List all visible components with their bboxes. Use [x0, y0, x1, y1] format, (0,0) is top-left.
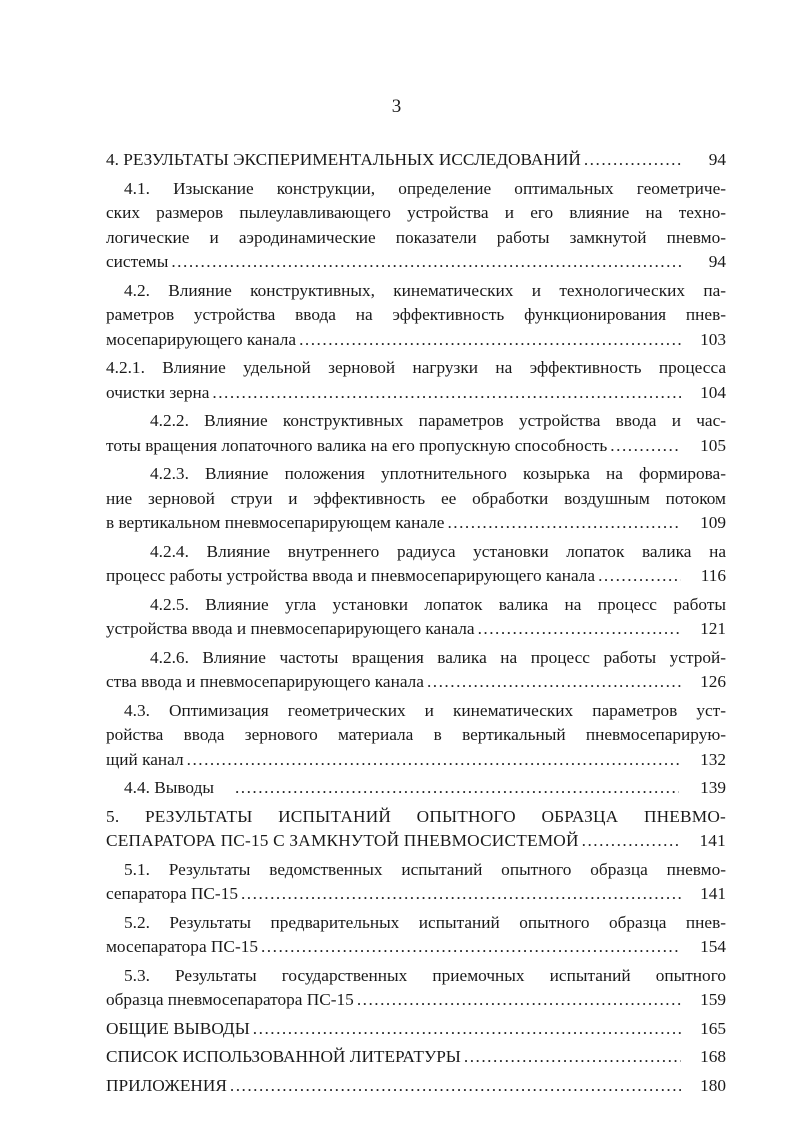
- leader-dots: [427, 670, 681, 695]
- toc-page-number: 126: [700, 672, 726, 691]
- toc-page-number: 180: [700, 1075, 726, 1095]
- toc-entry-references[interactable]: [106, 1045, 726, 1070]
- toc-entry-4-2-3[interactable]: [106, 462, 726, 536]
- toc-entry-line: ских размеров пылеулавливающего устройства и его влияние на техно-: [106, 203, 726, 222]
- toc-page-number: 154: [700, 937, 726, 956]
- toc-page-number: 165: [700, 1018, 726, 1038]
- toc-entry-conclusions[interactable]: [106, 1017, 726, 1042]
- toc-entry-line: 4.2. Влияние конструктивных, кинематических и технологических па-: [124, 280, 726, 300]
- toc-page-number: 105: [700, 435, 726, 455]
- leader-dots: [464, 1045, 681, 1070]
- toc-entry-title: мосепарирующего канала: [106, 329, 297, 349]
- toc-entry-appendices[interactable]: [106, 1074, 726, 1099]
- leader-dots: [217, 776, 679, 801]
- toc-entry-title: системы: [106, 252, 169, 271]
- leader-dots: [253, 1017, 681, 1042]
- toc-entry-title: 4.4. Выводы: [124, 778, 214, 797]
- toc-entry-title: в вертикальном пневмосепарирующем канале: [106, 513, 445, 532]
- leader-dots: [241, 882, 681, 907]
- toc-entry-title: ства ввода и пневмосепарирующего канала: [106, 672, 424, 691]
- toc-entry-line: 4.2.1. Влияние удельной зерновой нагрузки на эффективность процесса: [106, 358, 726, 377]
- toc-entry-title: СЕПАРАТОРА ПС-15 С ЗАМКНУТОЙ ПНЕВМОСИСТЕМОЙ: [106, 831, 579, 850]
- toc-page-number: 104: [700, 382, 726, 402]
- leader-dots: [447, 511, 681, 536]
- toc-entry-title: щий канал: [106, 749, 184, 769]
- toc-entry-line: 4.2.3. Влияние положения уплотнительного козырька на формирова-: [150, 464, 726, 483]
- leader-dots: [230, 1074, 681, 1099]
- toc-entry-title: образца пневмосепаратора ПС-15: [106, 990, 354, 1009]
- leader-dots: [357, 988, 681, 1013]
- toc-entry-4-2-2[interactable]: [106, 409, 726, 458]
- toc-page-number: 116: [700, 566, 726, 585]
- toc-entry-line: раметров устройства ввода на эффективность функционирования пнев-: [106, 305, 726, 324]
- toc-page-number: 94: [708, 252, 726, 271]
- toc-page-number: 94: [708, 150, 726, 169]
- toc-entry-4-2-5[interactable]: [106, 593, 726, 642]
- toc-entry-title: 4. РЕЗУЛЬТАТЫ ЭКСПЕРИМЕНТАЛЬНЫХ ИССЛЕДОВАНИЙ: [106, 150, 581, 169]
- toc-entry-title: ПРИЛОЖЕНИЯ: [106, 1075, 227, 1095]
- toc-entry-line: 4.2.2. Влияние конструктивных параметров устройства ввода и час-: [150, 411, 726, 430]
- toc-entry-line: логические и аэродинамические показатели работы замкнутой пневмо-: [106, 227, 726, 247]
- toc-entry-line: 4.2.6. Влияние частоты вращения валика на процесс работы устрой-: [150, 647, 726, 667]
- toc-page-number: 132: [700, 749, 726, 769]
- toc-entry-4[interactable]: [106, 148, 726, 173]
- toc-entry-line: 5. РЕЗУЛЬТАТЫ ИСПЫТАНИЙ ОПЫТНОГО ОБРАЗЦА ПНЕВМО-: [106, 806, 726, 826]
- toc-entry-line: 4.2.4. Влияние внутреннего радиуса установки лопаток валика на: [150, 541, 726, 561]
- toc-entry-line: 5.3. Результаты государственных приемочных испытаний опытного: [124, 965, 726, 985]
- page-number: 3: [391, 96, 402, 117]
- toc-entry-title: очистки зерна: [106, 382, 210, 402]
- leader-dots: [610, 434, 681, 459]
- toc-entry-title: ОБЩИЕ ВЫВОДЫ: [106, 1018, 250, 1038]
- toc-page-number: 109: [700, 513, 726, 532]
- leader-dots: [582, 829, 681, 854]
- toc-entry-4-4[interactable]: [106, 776, 726, 801]
- toc-entry-4-2-4[interactable]: [106, 540, 726, 589]
- table-of-contents: [106, 148, 726, 1102]
- leader-dots: [584, 148, 681, 173]
- toc-entry-line: ние зерновой струи и эффективность ее обработки воздушным потоком: [106, 488, 726, 508]
- toc-entry-5[interactable]: [106, 805, 726, 854]
- leader-dots: [299, 328, 681, 353]
- toc-entry-5-2[interactable]: [106, 911, 726, 960]
- toc-page-number: 168: [700, 1047, 726, 1066]
- toc-entry-title: СПИСОК ИСПОЛЬЗОВАННОЙ ЛИТЕРАТУРЫ: [106, 1047, 461, 1066]
- leader-dots: [171, 250, 681, 275]
- toc-entry-title: процесс работы устройства ввода и пневмосепарирующего канала: [106, 566, 596, 585]
- toc-entry-title: сепаратора ПС-15: [106, 884, 238, 903]
- leader-dots: [212, 381, 681, 406]
- toc-page-number: 159: [700, 990, 726, 1009]
- toc-entry-line: 4.1. Изыскание конструкции, определение оптимальных геометриче-: [124, 178, 726, 198]
- toc-page-number: 141: [700, 884, 726, 903]
- leader-dots: [478, 617, 681, 642]
- toc-entry-line: 4.2.5. Влияние угла установки лопаток валика на процесс работы: [150, 594, 726, 614]
- toc-entry-line: 5.2. Результаты предварительных испытаний опытного образца пнев-: [124, 912, 726, 932]
- toc-entry-4-1[interactable]: [106, 177, 726, 275]
- toc-entry-5-3[interactable]: [106, 964, 726, 1013]
- leader-dots: [598, 564, 681, 589]
- leader-dots: [187, 748, 681, 773]
- toc-entry-4-3[interactable]: [106, 699, 726, 773]
- toc-entry-line: 4.3. Оптимизация геометрических и кинематических параметров уст-: [124, 700, 726, 720]
- toc-entry-5-1[interactable]: [106, 858, 726, 907]
- toc-entry-4-2[interactable]: [106, 279, 726, 353]
- toc-page-number: 103: [700, 329, 726, 349]
- toc-entry-4-2-6[interactable]: [106, 646, 726, 695]
- toc-page-number: 139: [700, 778, 726, 797]
- leader-dots: [261, 935, 681, 960]
- toc-entry-line: ройства ввода зернового материала в вертикальный пневмосепарирую-: [106, 725, 726, 744]
- toc-entry-title: тоты вращения лопаточного валика на его пропускную способность: [106, 435, 608, 455]
- toc-entry-title: мосепаратора ПС-15: [106, 937, 258, 956]
- toc-entry-title: устройства ввода и пневмосепарирующего канала: [106, 619, 475, 638]
- toc-entry-line: 5.1. Результаты ведомственных испытаний опытного образца пневмо-: [124, 859, 726, 879]
- toc-page-number: 121: [700, 619, 726, 638]
- toc-entry-4-2-1[interactable]: [106, 356, 726, 405]
- toc-page-number: 141: [699, 831, 726, 850]
